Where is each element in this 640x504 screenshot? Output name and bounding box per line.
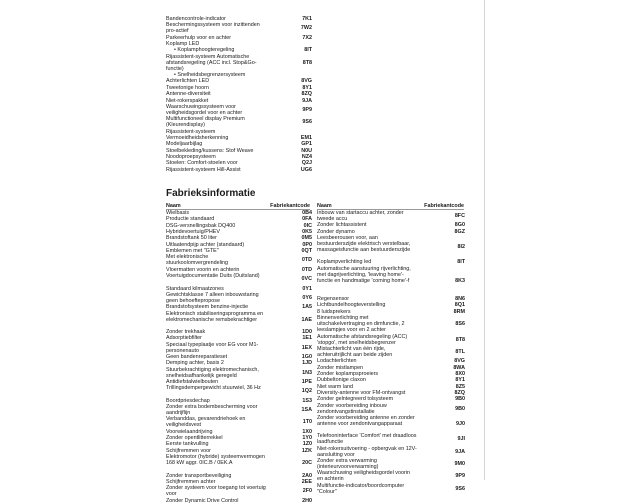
item-name: Boordpriesdechap — [166, 397, 210, 404]
item-name: Bandencontrole-indicator — [166, 16, 226, 22]
item-name: Leesbeerousen voor, aan bestuurderszijde elektrisch verstelbaar, massageisfunctie aan bestuurderszijde — [317, 235, 411, 254]
item-name: Noodoproepsysteem — [166, 153, 216, 160]
item-code: 7K1 — [302, 16, 312, 22]
item-code: 0VC — [301, 276, 312, 283]
item-name: Zonder systeem voor toegang tot voertuig voor — [166, 485, 266, 498]
item-code: 8IT — [457, 259, 465, 266]
item-code: 9M0 — [454, 461, 465, 468]
item-code: 0B4 — [302, 210, 312, 216]
item-code: 8T8 — [302, 59, 312, 66]
item-name: Achterlichten LED — [166, 78, 210, 85]
item-name: Modeljaarbijlag — [166, 141, 203, 148]
item-name: Zonder lichtassistent — [317, 222, 367, 229]
item-code: 1A5 — [302, 304, 312, 311]
item-name: Parkeerhulp voor en achter — [166, 34, 232, 41]
item-code: 1EX — [301, 344, 312, 351]
item-name: Automatische afstandsregeling (ACC) 'stopgo', met snelheidsbegrenzer — [317, 333, 408, 346]
item-name: Multifunctie-indicator/boordcomputer "Colour" — [317, 482, 405, 495]
item-code: 8I2 — [457, 244, 465, 251]
item-name: Zonder trekhaak — [166, 328, 206, 335]
item-name: Trillingsdempergewicht stuurwiel, 36 Hz — [166, 385, 261, 392]
item-name: Zonder extra bodembescherming voor aandrijflijn — [166, 404, 258, 417]
item-name: Elektromotor (hybride) systeemvermogen 168 kW aggr. 0IC.B / 0EK.A — [166, 454, 265, 467]
item-name: Koplampverlichting led — [317, 259, 372, 266]
item-code: 9B0 — [455, 396, 465, 403]
item-name: Automatische aanstuuring rijverlichting, met dagrijverlichting, 'leaving home'-functie en handmatige 'coming home'-f — [317, 265, 411, 284]
item-name: Stoelbekleding/kussens: Stof Weave — [166, 147, 254, 154]
item-name: Zonder transportbeveiliging — [166, 472, 232, 479]
item-name: Demping achter, basis 2 — [166, 360, 224, 367]
item-code: 8G0 — [454, 222, 465, 229]
item-code: 2A0 — [302, 472, 312, 479]
item-code: 8GZ — [454, 228, 465, 235]
item-code: 0Y1 — [302, 285, 312, 292]
item-name: Mistachterlicht van één rijde, achteruitrijlicht aan beide zijden — [317, 345, 393, 358]
item-code: 2EE — [301, 478, 312, 485]
item-name: Antenne-diversiteit — [166, 91, 211, 98]
item-name: Standaard kilmaatzones — [166, 285, 224, 292]
item-name: Rijassistent-systeem Automatische afstandsregeling (ACC incl. Stop&Go-functie) — [166, 53, 257, 72]
item-name: Koplamp LED — [166, 41, 200, 48]
item-code: 0Y6 — [302, 294, 312, 301]
item-name: Waarschuwingssysteem voor veiligheidsgordel voor en achter — [166, 103, 243, 116]
item-name: Dubbeltonige claxon — [317, 377, 366, 384]
item-code: 1T0 — [302, 419, 312, 426]
right-header-name: Naam — [317, 203, 332, 209]
item-code: 0TD — [301, 266, 312, 273]
item-name: Diversity-antenne voor FM-ontvangst — [317, 389, 406, 396]
item-name: Beschermingssysteem voor inzittenden pro-actief — [166, 22, 260, 35]
item-code: 8S6 — [455, 321, 465, 328]
item-name: Verbanddas, gevarendriehoek en veiligheidsvest — [166, 416, 246, 429]
item-name: Niet-rokerspakket — [166, 97, 209, 104]
item-name: Emblemen met "GTE" — [166, 248, 219, 255]
item-code: 8Z5 — [455, 383, 465, 390]
item-code: 20C — [302, 460, 312, 467]
item-code: GP1 — [301, 141, 312, 148]
item-name: Wielbasis — [166, 210, 190, 216]
item-name: Regensensor — [317, 296, 350, 303]
item-code: EM1 — [300, 134, 312, 141]
item-name: • Snelheidsbegrenzersysteem — [174, 72, 246, 79]
item-name: Geen bandenreparatieset — [166, 353, 228, 360]
item-name: Lichtbundelhoogteverstelling — [317, 302, 386, 309]
item-name: • Koplamphoogteregeling — [174, 47, 235, 54]
item-code: 9S6 — [455, 485, 465, 492]
item-name: Voertuigdocumentatie Duits (Duitsland) — [166, 273, 260, 280]
item-name: Stoelen: Comfort-stoelen voor — [166, 160, 238, 167]
item-name: Lodachterlichten — [317, 358, 357, 365]
item-name: Niet warm land — [317, 383, 353, 390]
item-name: Tweetonige hoorn — [166, 84, 209, 91]
item-name: Stuurbekrachtiging elektromechanisch, snelheidsafhankelijk geregeld — [166, 366, 259, 379]
item-code: 1N3 — [302, 369, 312, 376]
item-name: Binnenverlichting met uitschakelvertraging en dimfunctie, 2 leeslampjes voor en 2 achter — [317, 315, 405, 334]
item-code: 9P9 — [455, 473, 465, 480]
item-name: Adsorptiebfilter — [166, 335, 202, 342]
item-code: 9J0 — [456, 421, 465, 427]
item-code: 8K3 — [455, 277, 465, 284]
item-code: 8Y1 — [302, 84, 312, 91]
item-name: Zonder voorbereiding antenne en zonder antenne voor zendontvangapparaat — [317, 415, 415, 427]
item-code: 8Y1 — [455, 377, 465, 384]
item-code: 1Y0 — [302, 435, 312, 442]
item-name: Schijfremmen voor — [166, 447, 211, 454]
item-name: 8 luidsprekers — [317, 308, 351, 315]
item-name: Telefooninterface 'Comfort' met draadloos laadfunctie — [317, 433, 417, 446]
item-code: 1PE — [301, 379, 312, 385]
item-code: 0QT — [301, 248, 312, 255]
item-name: Brandstoftank 50 liter — [166, 235, 217, 242]
item-name: DSG-versnellingsbak DQ400 — [166, 222, 236, 229]
item-code: 8RM — [453, 308, 465, 315]
item-name: Productie standaard — [166, 216, 215, 223]
item-code: 1SA — [301, 407, 312, 414]
item-code: 1D0 — [302, 328, 312, 335]
item-code: 0IC — [303, 222, 312, 229]
item-code: 1G0 — [301, 353, 312, 360]
item-code: 1JD — [302, 360, 312, 367]
item-code: 8IT — [304, 47, 312, 54]
item-code: 8ZQ — [454, 389, 465, 396]
item-code: 1Q2 — [301, 388, 312, 395]
item-code: 7X2 — [302, 34, 312, 41]
item-name: Antidiefstalwielbouten — [166, 379, 219, 385]
item-code: 1X0 — [302, 428, 312, 435]
item-code: 9P9 — [302, 106, 312, 113]
section-title: Fabrieksinformatie — [166, 188, 256, 199]
item-code: 8TL — [455, 348, 465, 355]
item-code: 0FA — [302, 216, 312, 223]
item-code: 8VG — [301, 78, 312, 85]
item-name: Eerste tankvulling — [166, 441, 209, 448]
item-code: 1ZK — [301, 447, 312, 454]
item-name: Hybridevoertuig/PHEV — [166, 229, 220, 236]
item-code: 9B0 — [455, 405, 465, 412]
item-code: N0U — [301, 147, 312, 154]
item-name: Zonder voorbereiding inbouw zendontvangstinstallatie — [317, 402, 387, 415]
item-code: 1E1 — [302, 335, 312, 342]
item-name: Zonder koplampsproeiers — [317, 370, 379, 377]
item-code: 8X0 — [455, 370, 465, 377]
item-name: Voorwielaandrijving — [166, 428, 213, 435]
item-name: Rijassistent-systeem — [166, 128, 216, 135]
item-name: Inbouw van startaccu achter, zonder tweede accu — [317, 210, 404, 222]
item-code: 9JI — [457, 436, 465, 443]
item-code: 0TD — [301, 257, 312, 264]
item-name: Rijassistent-systeem Hill-Assist — [166, 166, 241, 173]
item-code: 0M5 — [301, 235, 312, 242]
item-name: Zonder extra verwarming (interieurvoorverwarming) — [317, 458, 379, 471]
item-code: 7W2 — [300, 25, 312, 32]
item-name: Uitlaatendpijp achter (standaard) — [166, 241, 245, 248]
item-name: Zonder Dynamic Drive Control — [166, 497, 239, 504]
left-header-code: Fabriekantcode — [270, 203, 310, 209]
item-code: NZ4 — [301, 153, 312, 160]
item-code: 9S6 — [302, 119, 312, 126]
item-name: Zonder mistlampen — [317, 364, 364, 371]
item-name: Waarschuwing veiligheidsgordel voorin en achterin — [317, 470, 410, 483]
item-name: Schijfremmen achter — [166, 478, 216, 485]
item-name: Zonder dynamo — [317, 228, 355, 235]
right-header-code: Fabriekantcode — [424, 203, 464, 209]
item-code: 8VG — [454, 358, 465, 365]
item-name: Met elektronische stuurkoolomvergrendeling — [166, 254, 229, 267]
item-code: 1Z0 — [302, 441, 312, 448]
item-code: 8N6 — [455, 296, 465, 303]
item-name: Vermoeidheidsherkenning — [166, 134, 229, 141]
item-code: 0P0 — [302, 241, 312, 248]
item-code: Q2J — [301, 160, 312, 167]
item-code: 2H0 — [302, 497, 312, 504]
item-code: 9JA — [455, 448, 465, 455]
item-name: Brandstofsysteem benzine-injectie — [166, 304, 249, 311]
item-name: Niet-rokersuitvoering - opbergvak en 12V-aansluiting voor — [317, 445, 417, 458]
left-header-name: Naam — [166, 203, 181, 209]
item-name: Zonder opentlitterrekkel — [166, 435, 223, 442]
item-code: 1AE — [301, 316, 312, 323]
item-code: 2F0 — [302, 488, 312, 495]
item-name: Zonder gelntegreerd tolsysteem — [317, 396, 394, 403]
item-code: 1S3 — [302, 397, 312, 404]
page-edge — [484, 0, 485, 480]
item-code: 0K5 — [302, 229, 312, 236]
item-name: Multifunctioneel display Premium (Kleurendisplay) — [166, 116, 245, 129]
item-code: 8ZQ — [301, 91, 312, 98]
item-code: 8WA — [453, 364, 465, 371]
item-name: Elektronisch stabiliseringsprogramma en elektromechanische remsbekrachtiger — [166, 310, 264, 323]
item-code: 9JA — [302, 97, 312, 104]
item-code: 8Q1 — [454, 302, 465, 309]
item-code: 8FC — [454, 213, 465, 219]
item-name: Vloermatten voorin en achterin — [166, 266, 240, 273]
item-name: Gewichtsklasse 7 alleen inbouwstaring geen behoeftepropose — [166, 291, 259, 304]
item-code: UG6 — [300, 166, 312, 173]
item-code: 8T8 — [455, 336, 465, 343]
item-name: Speciaal typeplaatje voor EG voor M1-personenauto — [166, 341, 259, 354]
